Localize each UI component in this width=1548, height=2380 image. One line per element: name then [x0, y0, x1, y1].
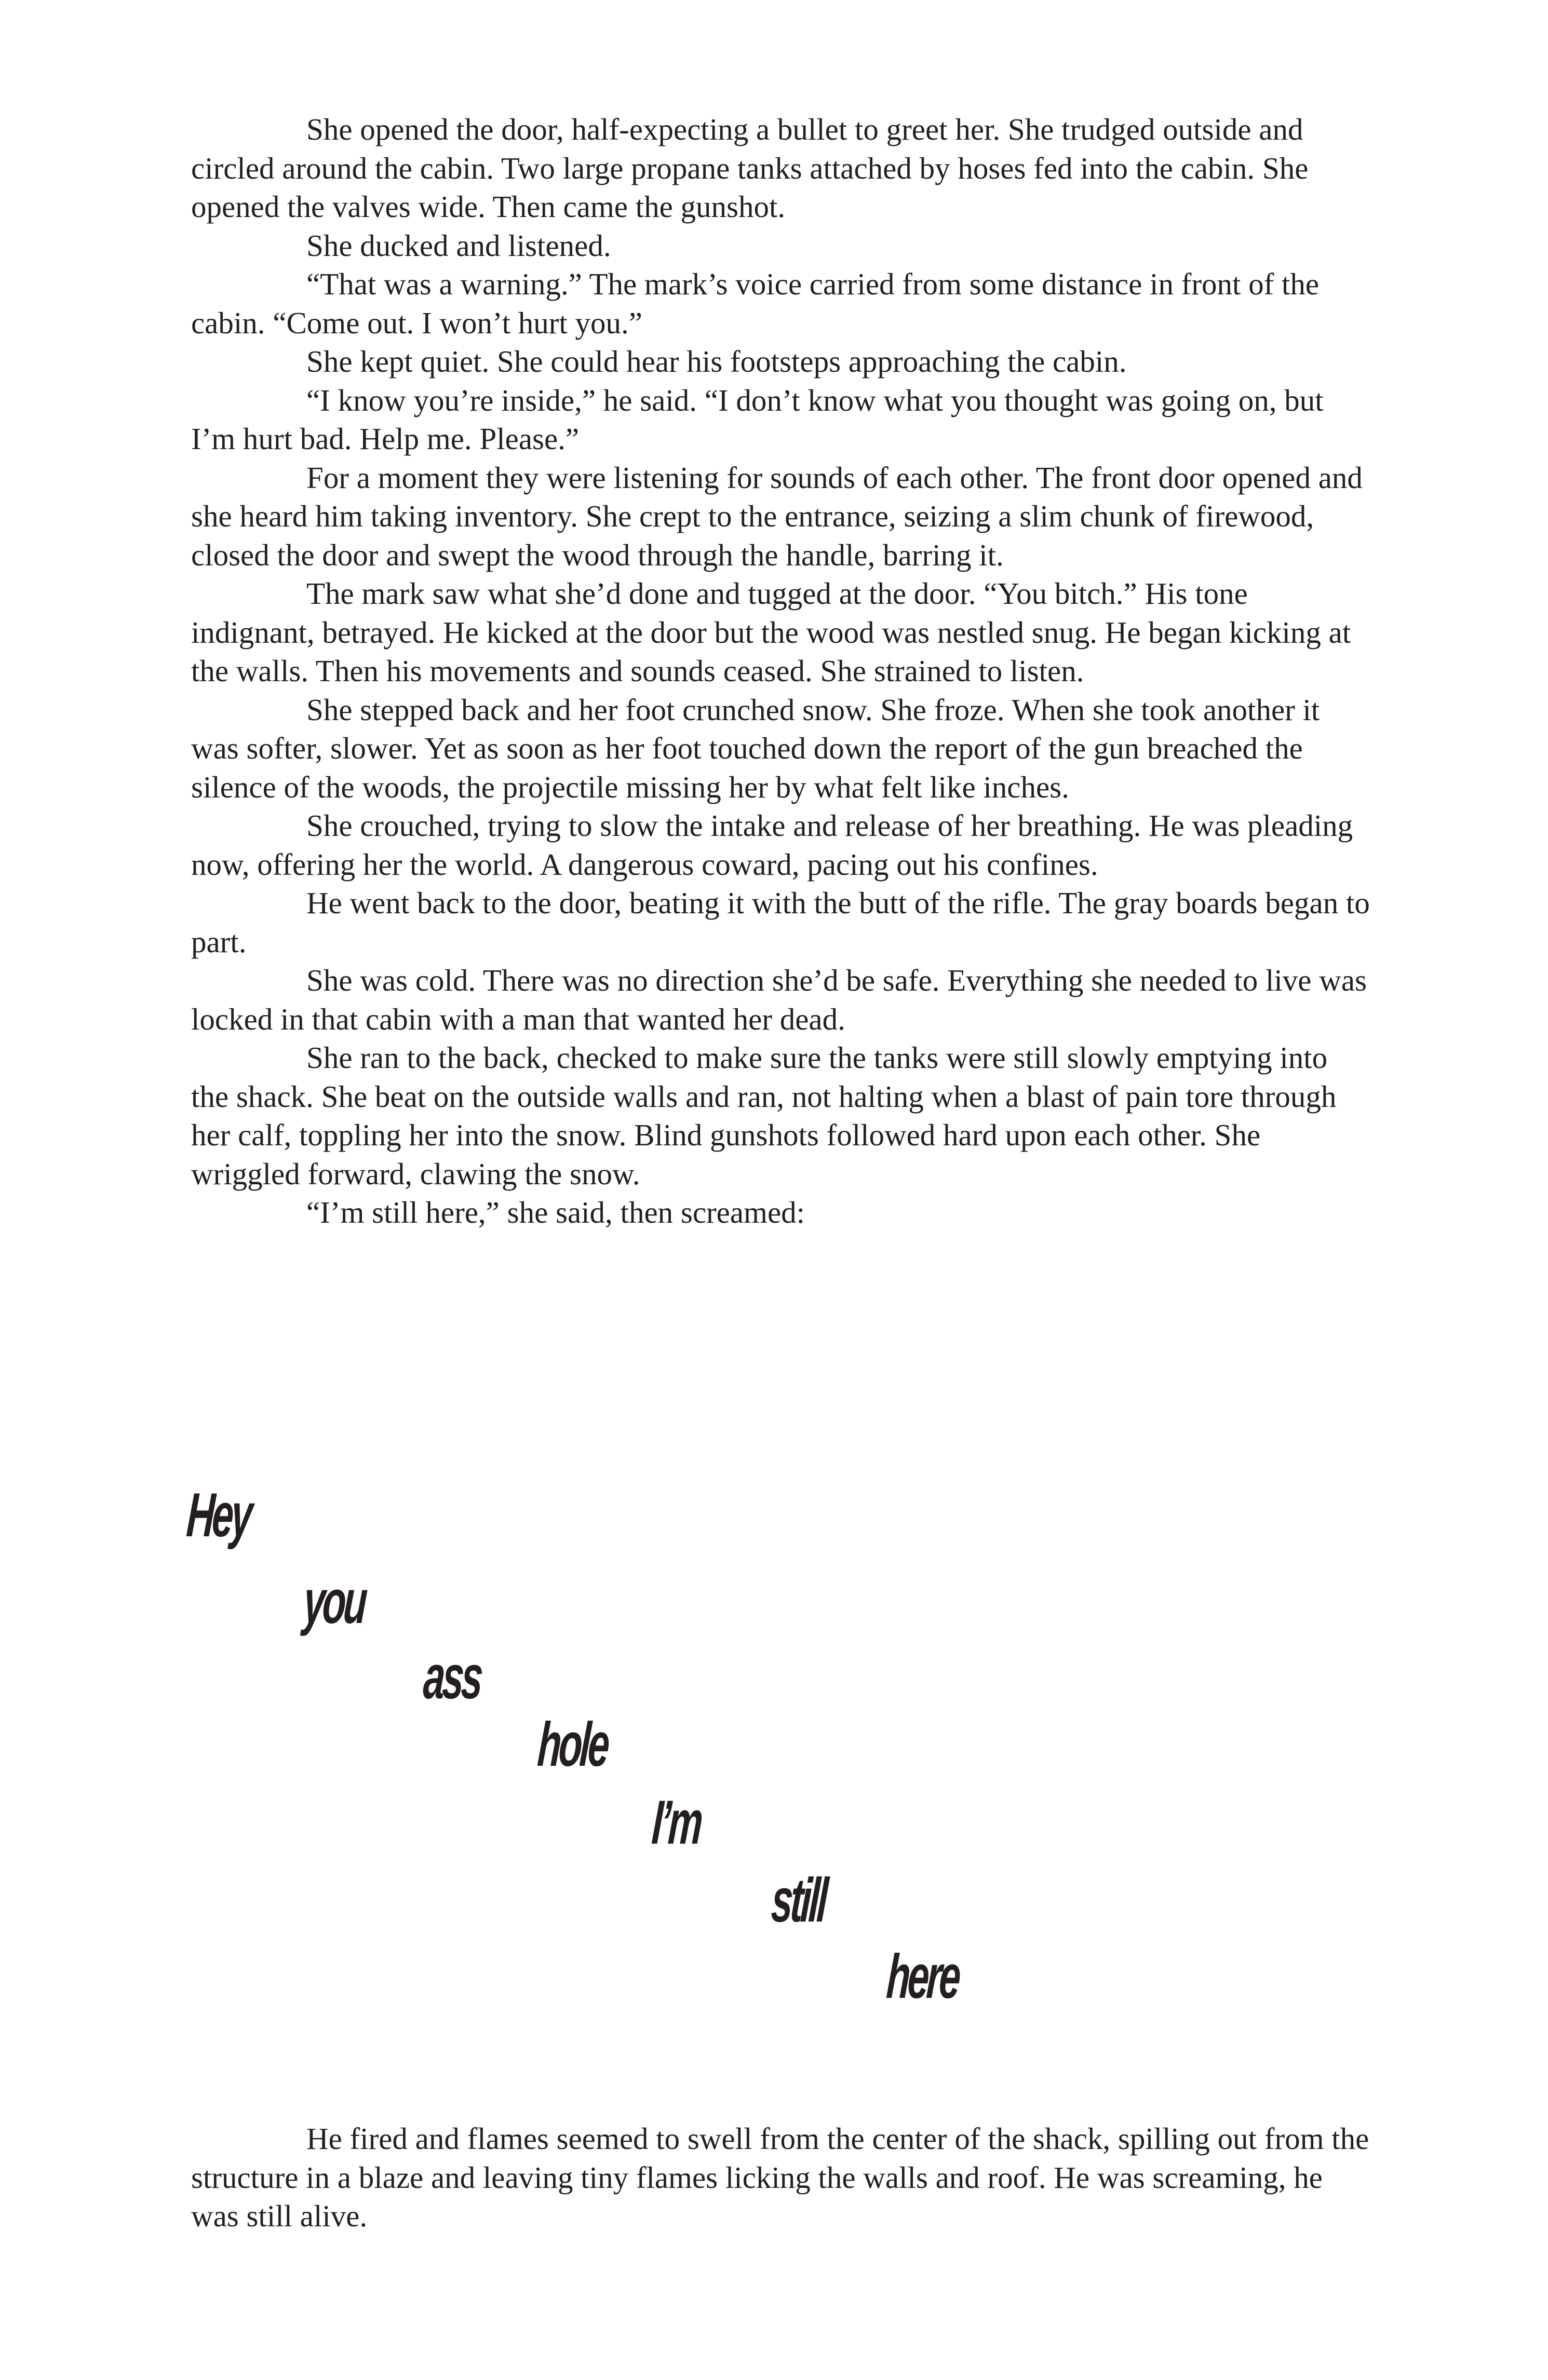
paragraph: He fired and flames seemed to swell from the center of the shack, spilling out from the structure in a blaze and leaving tiny flames licking the walls and roof. He was screaming, he was still alive. [191, 2121, 1369, 2233]
paragraph: She ducked and listened. [306, 228, 611, 263]
paragraph: “I’m still here,” she said, then screamed: [306, 1195, 805, 1229]
paragraph: He went back to the door, beating it with the butt of the rifle. The gray boards began to part. [191, 886, 1370, 959]
paragraph: She ran to the back, checked to make sure the tanks were still slowly emptying into the shack. She beat on the outside walls and ran, not halting when a blast of pain tore through her calf, toppling her into the snow. Blind gunshots followed hard upon each other. She wriggled forward, clawing the snow. [191, 1040, 1337, 1191]
body-text-bottom [191, 2119, 1370, 2236]
shout-word: Hey [184, 1480, 253, 1550]
paragraph: She stepped back and her foot crunched snow. She froze. When she took another it was softer, slower. Yet as soon as her foot touched down the report of the gun breached the silence of the woods, the projectile missing her by what felt like inches. [191, 692, 1320, 804]
paragraph: The mark saw what she’d done and tugged at the door. “You bitch.” His tone indignant, betrayed. He kicked at the door but the wood was nestled snug. He began kicking at the walls. Then his movements and sounds ceased. She strained to listen. [191, 576, 1351, 688]
shout-word: hole [535, 1710, 610, 1779]
paragraph: “I know you’re inside,” he said. “I don’t know what you thought was going on, but I’m hurt bad. Help me. Please.” [191, 383, 1324, 456]
paragraph: She opened the door, half-expecting a bullet to greet her. She trudged outside and circled around the cabin. Two large propane tanks attached by hoses fed into the cabin. She opened the valves wide. Then came the gunshot. [191, 112, 1309, 224]
body-text-top [191, 110, 1370, 1232]
paragraph: She crouched, trying to slow the intake and release of her breathing. He was pleading now, offering her the world. A dangerous coward, pacing out his confines. [191, 808, 1353, 882]
shout-word: ass [421, 1642, 483, 1712]
paragraph: She was cold. There was no direction she’d be safe. Everything she needed to live was locked in that cabin with a man that wanted her dead. [191, 963, 1367, 1036]
paragraph: “That was a warning.” The mark’s voice carried from some distance in front of the cabin. “Come out. I won’t hurt you.” [191, 267, 1320, 340]
shout-word: here [884, 1942, 961, 2011]
shout-word: you [301, 1567, 367, 1637]
shout-word: still [769, 1865, 828, 1935]
paragraph: She kept quiet. She could hear his footsteps approaching the cabin. [306, 344, 1127, 378]
paragraph: For a moment they were listening for sounds of each other. The front door opened and she heard him taking inventory. She crept to the entrance, seizing a slim chunk of firewood, closed the door and swept the wood through the handle, barring it. [191, 460, 1363, 572]
shout-word: I’m [650, 1788, 703, 1857]
